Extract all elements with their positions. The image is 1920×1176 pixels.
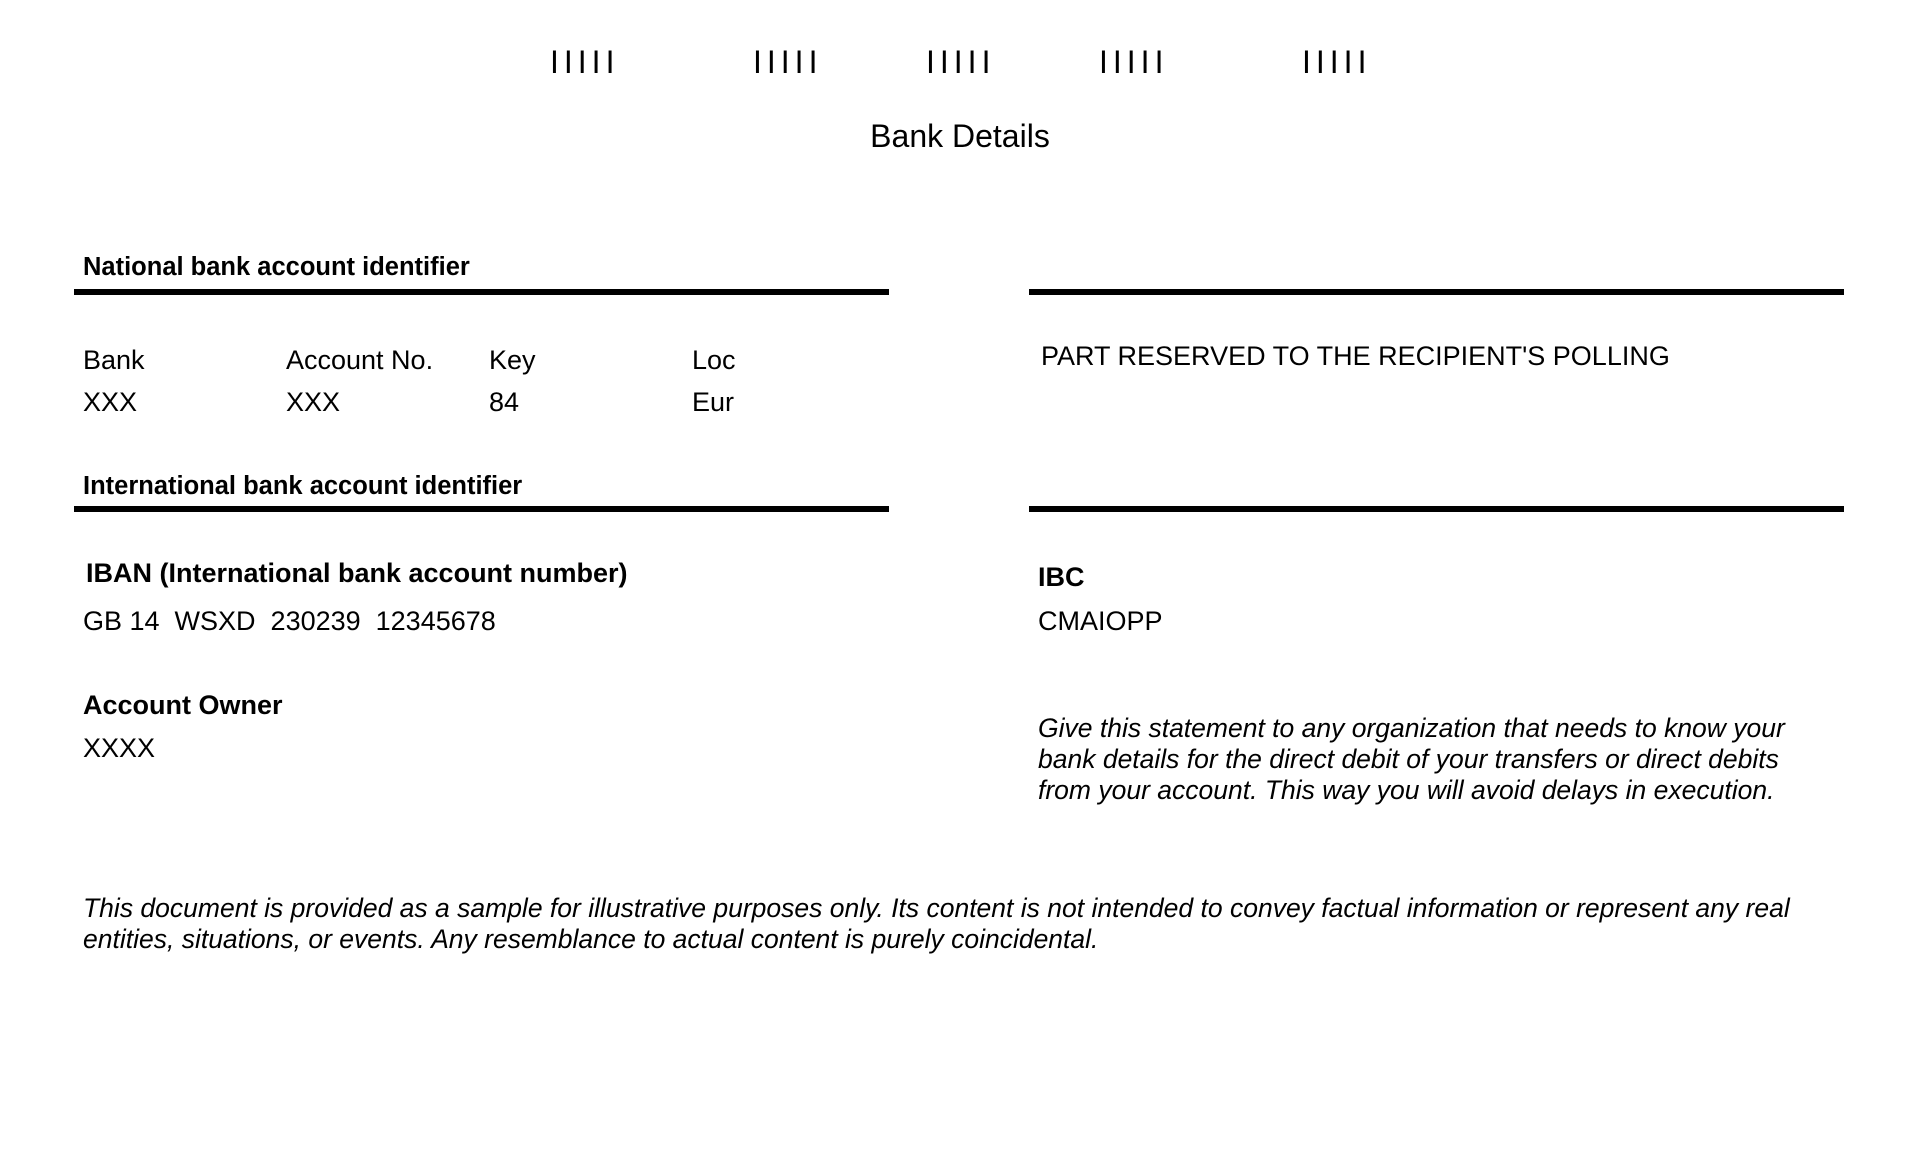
page-title: Bank Details (870, 118, 1050, 154)
instructions-text: Give this statement to any organization that needs to know your bank details for the direct debit of your transfers or direct debits from your account. This way you will avoid delays in execution. (1038, 713, 1785, 805)
bank-value: XXX (83, 387, 138, 417)
international-heading: International bank account identifier (83, 472, 523, 500)
ibc-value: CMAIOPP (1038, 606, 1163, 636)
iban-label: IBAN (International bank account number) (86, 558, 628, 588)
ibc-label: IBC (1038, 562, 1085, 592)
account-owner-value: XXXX (83, 733, 156, 763)
bank-label: Bank (83, 345, 145, 375)
account-owner-label: Account Owner (83, 690, 283, 720)
reserved-top-divider (1029, 289, 1844, 295)
tick-mark-group-4: IIIII (1099, 44, 1169, 80)
reserved-text: PART RESERVED TO THE RECIPIENT'S POLLING (1041, 341, 1670, 371)
disclaimer-text: This document is provided as a sample for illustrative purposes only. Its content is not intended to convey factual information or represent any real entities, situations, or events. Any resemblance to actual content is purely coincidental. (83, 893, 1790, 954)
tick-mark-group-5: IIIII (1302, 44, 1372, 80)
international-divider (74, 506, 889, 512)
tick-mark-group-2: IIIII (753, 44, 823, 80)
iban-value: GB 14 WSXD 230239 12345678 (83, 606, 496, 636)
loc-value: Eur (692, 387, 735, 417)
key-value: 84 (489, 387, 520, 417)
national-heading: National bank account identifier (83, 253, 470, 281)
reserved-bottom-divider (1029, 506, 1844, 512)
account-no-label: Account No. (286, 345, 434, 375)
tick-mark-group-1: IIIII (550, 44, 620, 80)
national-divider (74, 289, 889, 295)
account-no-value: XXX (286, 387, 341, 417)
tick-mark-group-3: IIIII (926, 44, 996, 80)
key-label: Key (489, 345, 536, 375)
loc-label: Loc (692, 345, 736, 375)
